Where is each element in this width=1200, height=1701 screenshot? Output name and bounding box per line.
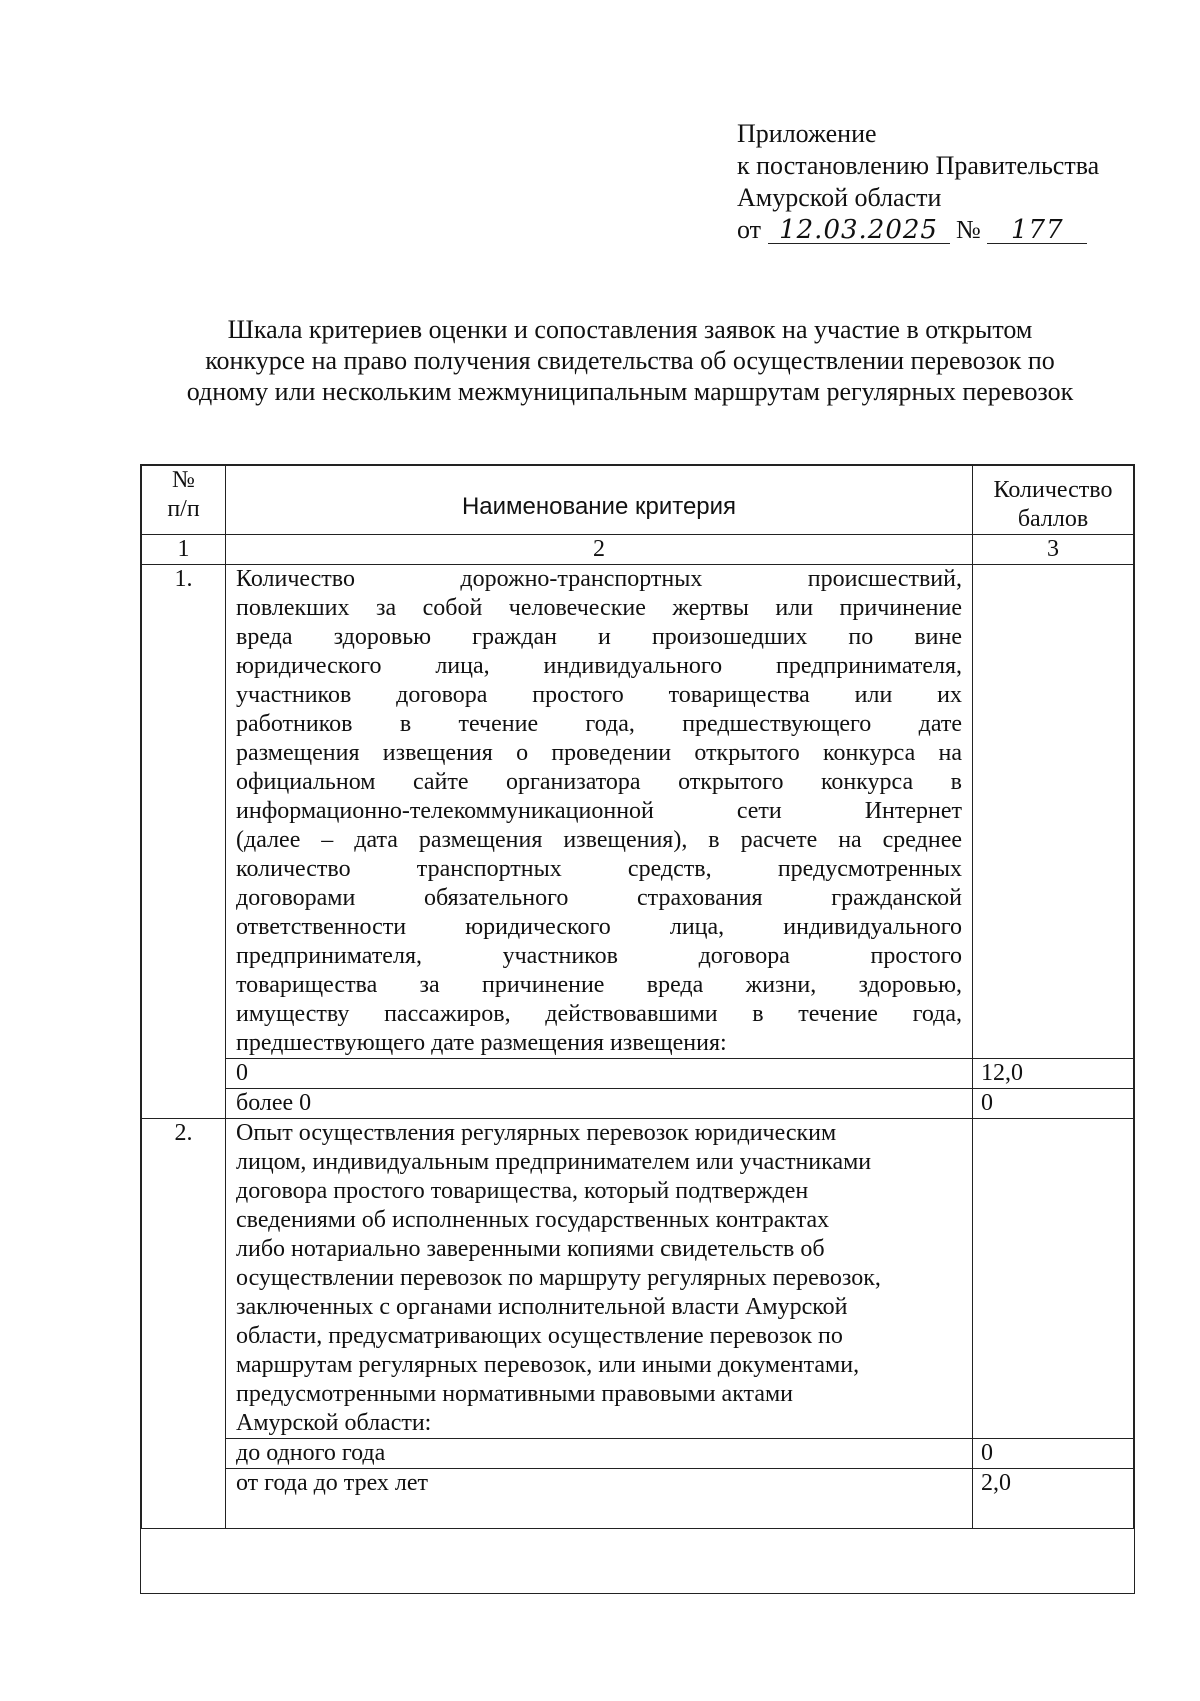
criteria-table: [141, 465, 1134, 1529]
title-line-2: конкурсе на право получения свидетельства об осуществлении перевозок по: [205, 346, 1055, 375]
option-label: от года до трех лет: [226, 1469, 973, 1529]
criteria-table-frame: [140, 464, 1135, 1594]
criterion-row: [142, 1119, 1134, 1439]
table-header-row: [142, 466, 1134, 535]
header-points-line1: Количество: [993, 477, 1113, 503]
option-label: 0: [226, 1059, 973, 1089]
text-line: вреда здоровью граждан и произошедших по вине: [236, 624, 962, 650]
text-line: Опыт осуществления регулярных перевозок юридическим: [236, 1120, 837, 1146]
option-points: 0: [973, 1089, 1134, 1119]
text-line: количество транспортных средств, предусмотренных: [236, 856, 962, 882]
text-line: ответственности юридического лица, индивидуального: [236, 914, 962, 940]
header-num-pp: п/п: [167, 496, 200, 522]
option-row: [142, 1469, 1134, 1529]
title-line-1: Шкала критериев оценки и сопоставления заявок на участие в открытом: [227, 315, 1033, 344]
text-line: лицом, индивидуальным предпринимателем или участниками: [236, 1149, 872, 1175]
text-line: предшествующего дате размещения извещения:: [236, 1030, 727, 1056]
text-line: размещения извещения о проведении открытого конкурса на: [236, 740, 962, 766]
criterion-text: [226, 1119, 973, 1439]
criterion-points-empty: [973, 565, 1134, 1059]
criterion-row: [142, 565, 1134, 1059]
text-line: (далее – дата размещения извещения), в расчете на среднее: [236, 827, 962, 853]
text-line: информационно-телекоммуникационной сети Интернет: [236, 798, 962, 824]
appendix-region: Амурской области: [737, 183, 942, 212]
criterion-points-empty: [973, 1119, 1134, 1439]
text-line: товарищества за причинение вреда жизни, здоровью,: [236, 972, 962, 998]
text-line: маршрутам регулярных перевозок, или иными документами,: [236, 1352, 860, 1378]
document-title: [130, 314, 1130, 407]
text-line: участников договора простого товарищества или их: [236, 682, 962, 708]
text-line: предусмотренными нормативными правовыми актами: [236, 1381, 794, 1407]
criterion-1-text: [236, 565, 962, 1058]
text-line: договора простого товарищества, который подтвержден: [236, 1178, 809, 1204]
appendix-block: [737, 118, 1099, 246]
option-points: 12,0: [973, 1059, 1134, 1089]
appendix-date-number-line: [737, 214, 1099, 246]
header-num-symbol: №: [172, 467, 195, 493]
appendix-resolution-ref: к постановлению Правительства: [737, 151, 1100, 180]
text-line: работников в течение года, предшествующего дате: [236, 711, 962, 737]
criterion-text: [226, 565, 973, 1059]
number-prefix: №: [956, 215, 981, 244]
column-number-row: [142, 535, 1134, 565]
option-points: 2,0: [973, 1469, 1134, 1529]
option-row: [142, 1439, 1134, 1469]
text-line: Амурской области:: [236, 1410, 432, 1436]
date-prefix: от: [737, 215, 762, 244]
option-label: более 0: [226, 1089, 973, 1119]
text-line: предпринимателя, участников договора простого: [236, 943, 962, 969]
column-number-2: 2: [226, 535, 973, 565]
option-row: [142, 1059, 1134, 1089]
option-points: 0: [973, 1439, 1134, 1469]
text-line: официальном сайте организатора открытого конкурса в: [236, 769, 962, 795]
text-line: повлекших за собой человеческие жертвы или причинение: [236, 595, 962, 621]
handwritten-number: 177: [987, 217, 1087, 244]
appendix-title: Приложение: [737, 119, 877, 148]
text-line: Количество дорожно-транспортных происшествий,: [236, 566, 962, 592]
text-line: имуществу пассажиров, действовавшими в течение года,: [236, 1001, 962, 1027]
option-label: до одного года: [226, 1439, 973, 1469]
text-line: заключенных с органами исполнительной власти Амурской: [236, 1294, 848, 1320]
text-line: договорами обязательного страхования гражданской: [236, 885, 962, 911]
header-points: [973, 466, 1134, 535]
header-points-line2: баллов: [1017, 506, 1089, 532]
text-line: сведениями об исполненных государственных контрактах: [236, 1207, 830, 1233]
title-line-3: одному или нескольким межмуниципальным маршрутам регулярных перевозок: [186, 377, 1074, 406]
column-number-3: 3: [973, 535, 1134, 565]
header-name: Наименование критерия: [226, 466, 973, 535]
header-num: [142, 466, 226, 535]
option-row: [142, 1089, 1134, 1119]
column-number-1: 1: [142, 535, 226, 565]
criterion-number: 2.: [142, 1119, 226, 1529]
text-line: юридического лица, индивидуального предпринимателя,: [236, 653, 962, 679]
handwritten-date: 12.03.2025: [768, 217, 950, 244]
text-line: осуществлении перевозок по маршруту регулярных перевозок,: [236, 1265, 881, 1291]
criterion-number: 1.: [142, 565, 226, 1119]
criterion-2-text: [236, 1119, 962, 1438]
text-line: области, предусматривающих осуществление перевозок по: [236, 1323, 843, 1349]
text-line: либо нотариально заверенными копиями свидетельств об: [236, 1236, 825, 1262]
